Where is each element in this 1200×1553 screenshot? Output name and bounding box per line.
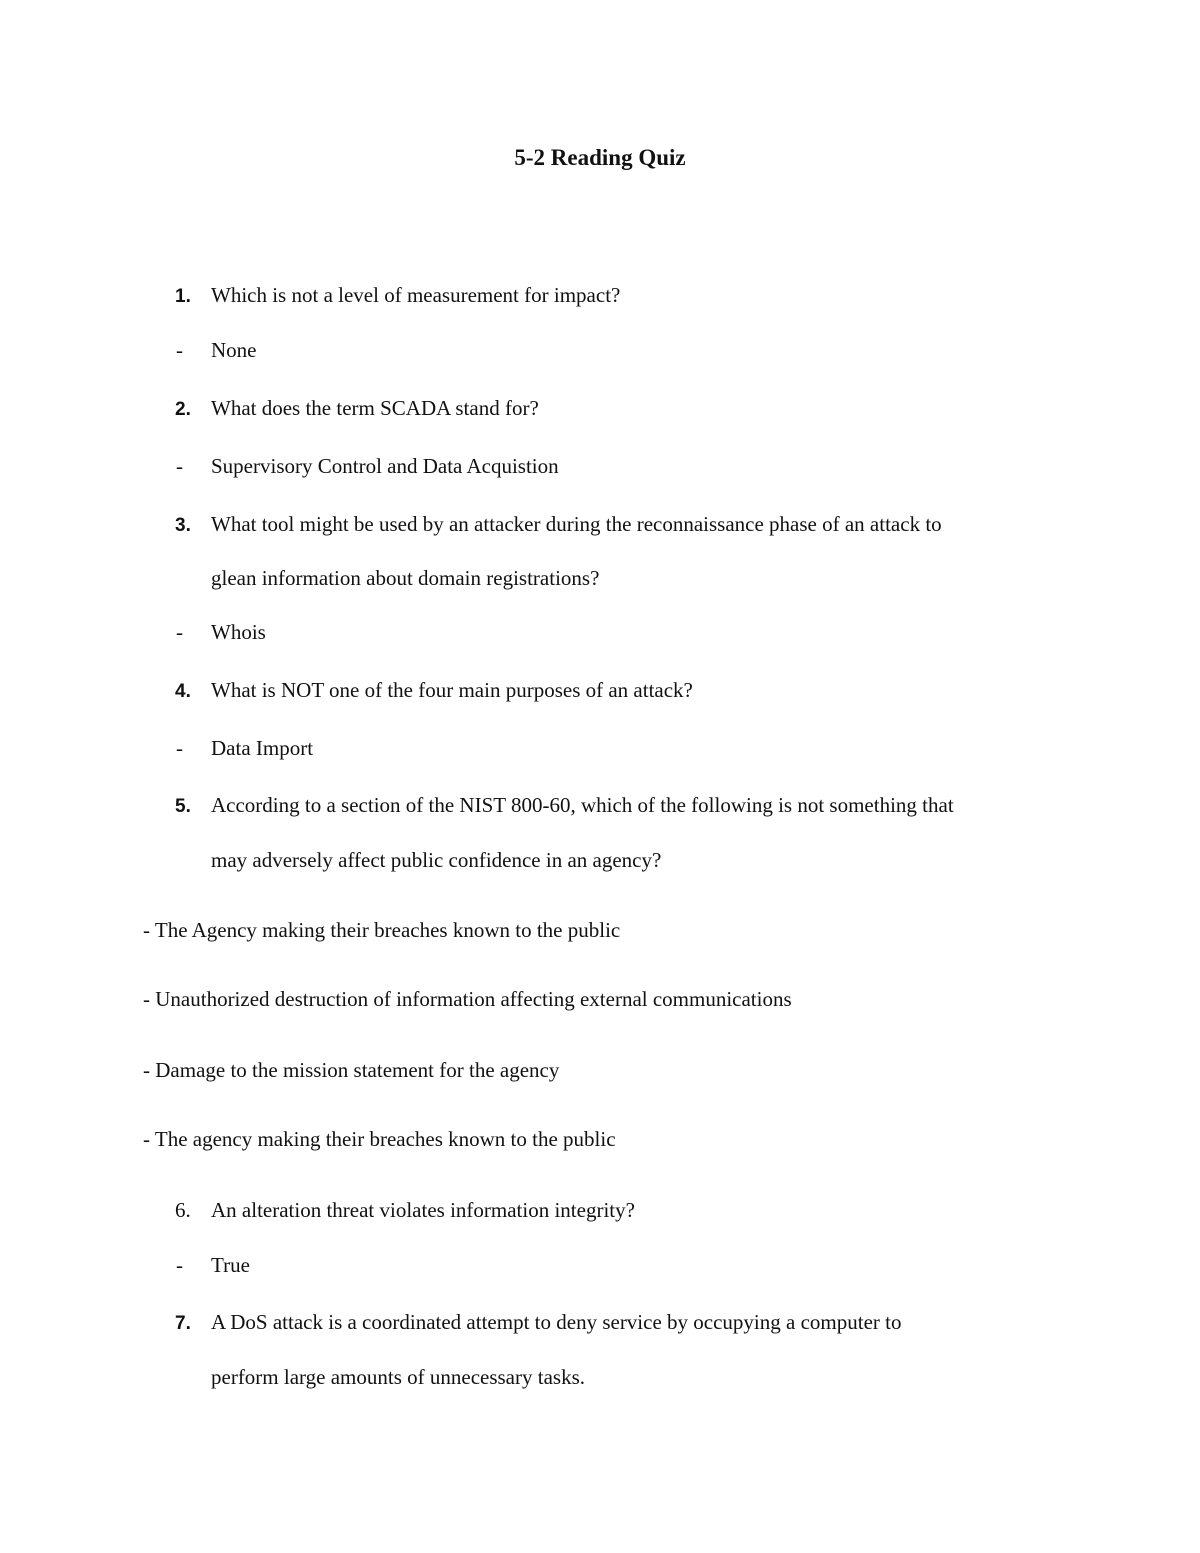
- answer-option: - The agency making their breaches known to the public: [143, 1127, 616, 1151]
- answer-dash: -: [176, 1253, 183, 1277]
- question-text-continued: may adversely affect public confidence in an agency?: [211, 848, 662, 872]
- answer-text: None: [211, 338, 257, 362]
- question-text: What is NOT one of the four main purposes of an attack?: [211, 678, 693, 702]
- question-number: 5.: [175, 796, 191, 817]
- question-number: 3.: [175, 515, 191, 536]
- answer-dash: -: [176, 454, 183, 478]
- question-text: What does the term SCADA stand for?: [211, 396, 539, 420]
- question-text-continued: perform large amounts of unnecessary tasks.: [211, 1365, 586, 1389]
- question-text-continued: glean information about domain registrations?: [211, 566, 600, 590]
- question-text: According to a section of the NIST 800-60, which of the following is not something that: [211, 793, 954, 817]
- answer-option: - The Agency making their breaches known to the public: [143, 918, 621, 942]
- question-text: Which is not a level of measurement for impact?: [211, 283, 621, 307]
- question-number: 6.: [175, 1198, 191, 1222]
- question-text: A DoS attack is a coordinated attempt to deny service by occupying a computer to: [211, 1310, 902, 1334]
- answer-text: Supervisory Control and Data Acquistion: [211, 454, 559, 478]
- answer-option: - Damage to the mission statement for the agency: [143, 1058, 560, 1082]
- answer-text: Data Import: [211, 736, 314, 760]
- answer-text: True: [211, 1253, 250, 1277]
- answer-option: - Unauthorized destruction of information affecting external communications: [143, 987, 792, 1011]
- question-number: 2.: [175, 399, 191, 420]
- question-text: What tool might be used by an attacker during the reconnaissance phase of an attack to: [211, 512, 942, 536]
- question-number: 1.: [175, 286, 191, 307]
- question-number: 7.: [175, 1313, 191, 1334]
- answer-dash: -: [176, 338, 183, 362]
- question-text: An alteration threat violates information integrity?: [211, 1198, 635, 1222]
- page-title: 5-2 Reading Quiz: [514, 145, 686, 170]
- answer-text: Whois: [211, 620, 266, 644]
- question-number: 4.: [175, 681, 191, 702]
- answer-dash: -: [176, 620, 183, 644]
- answer-dash: -: [176, 736, 183, 760]
